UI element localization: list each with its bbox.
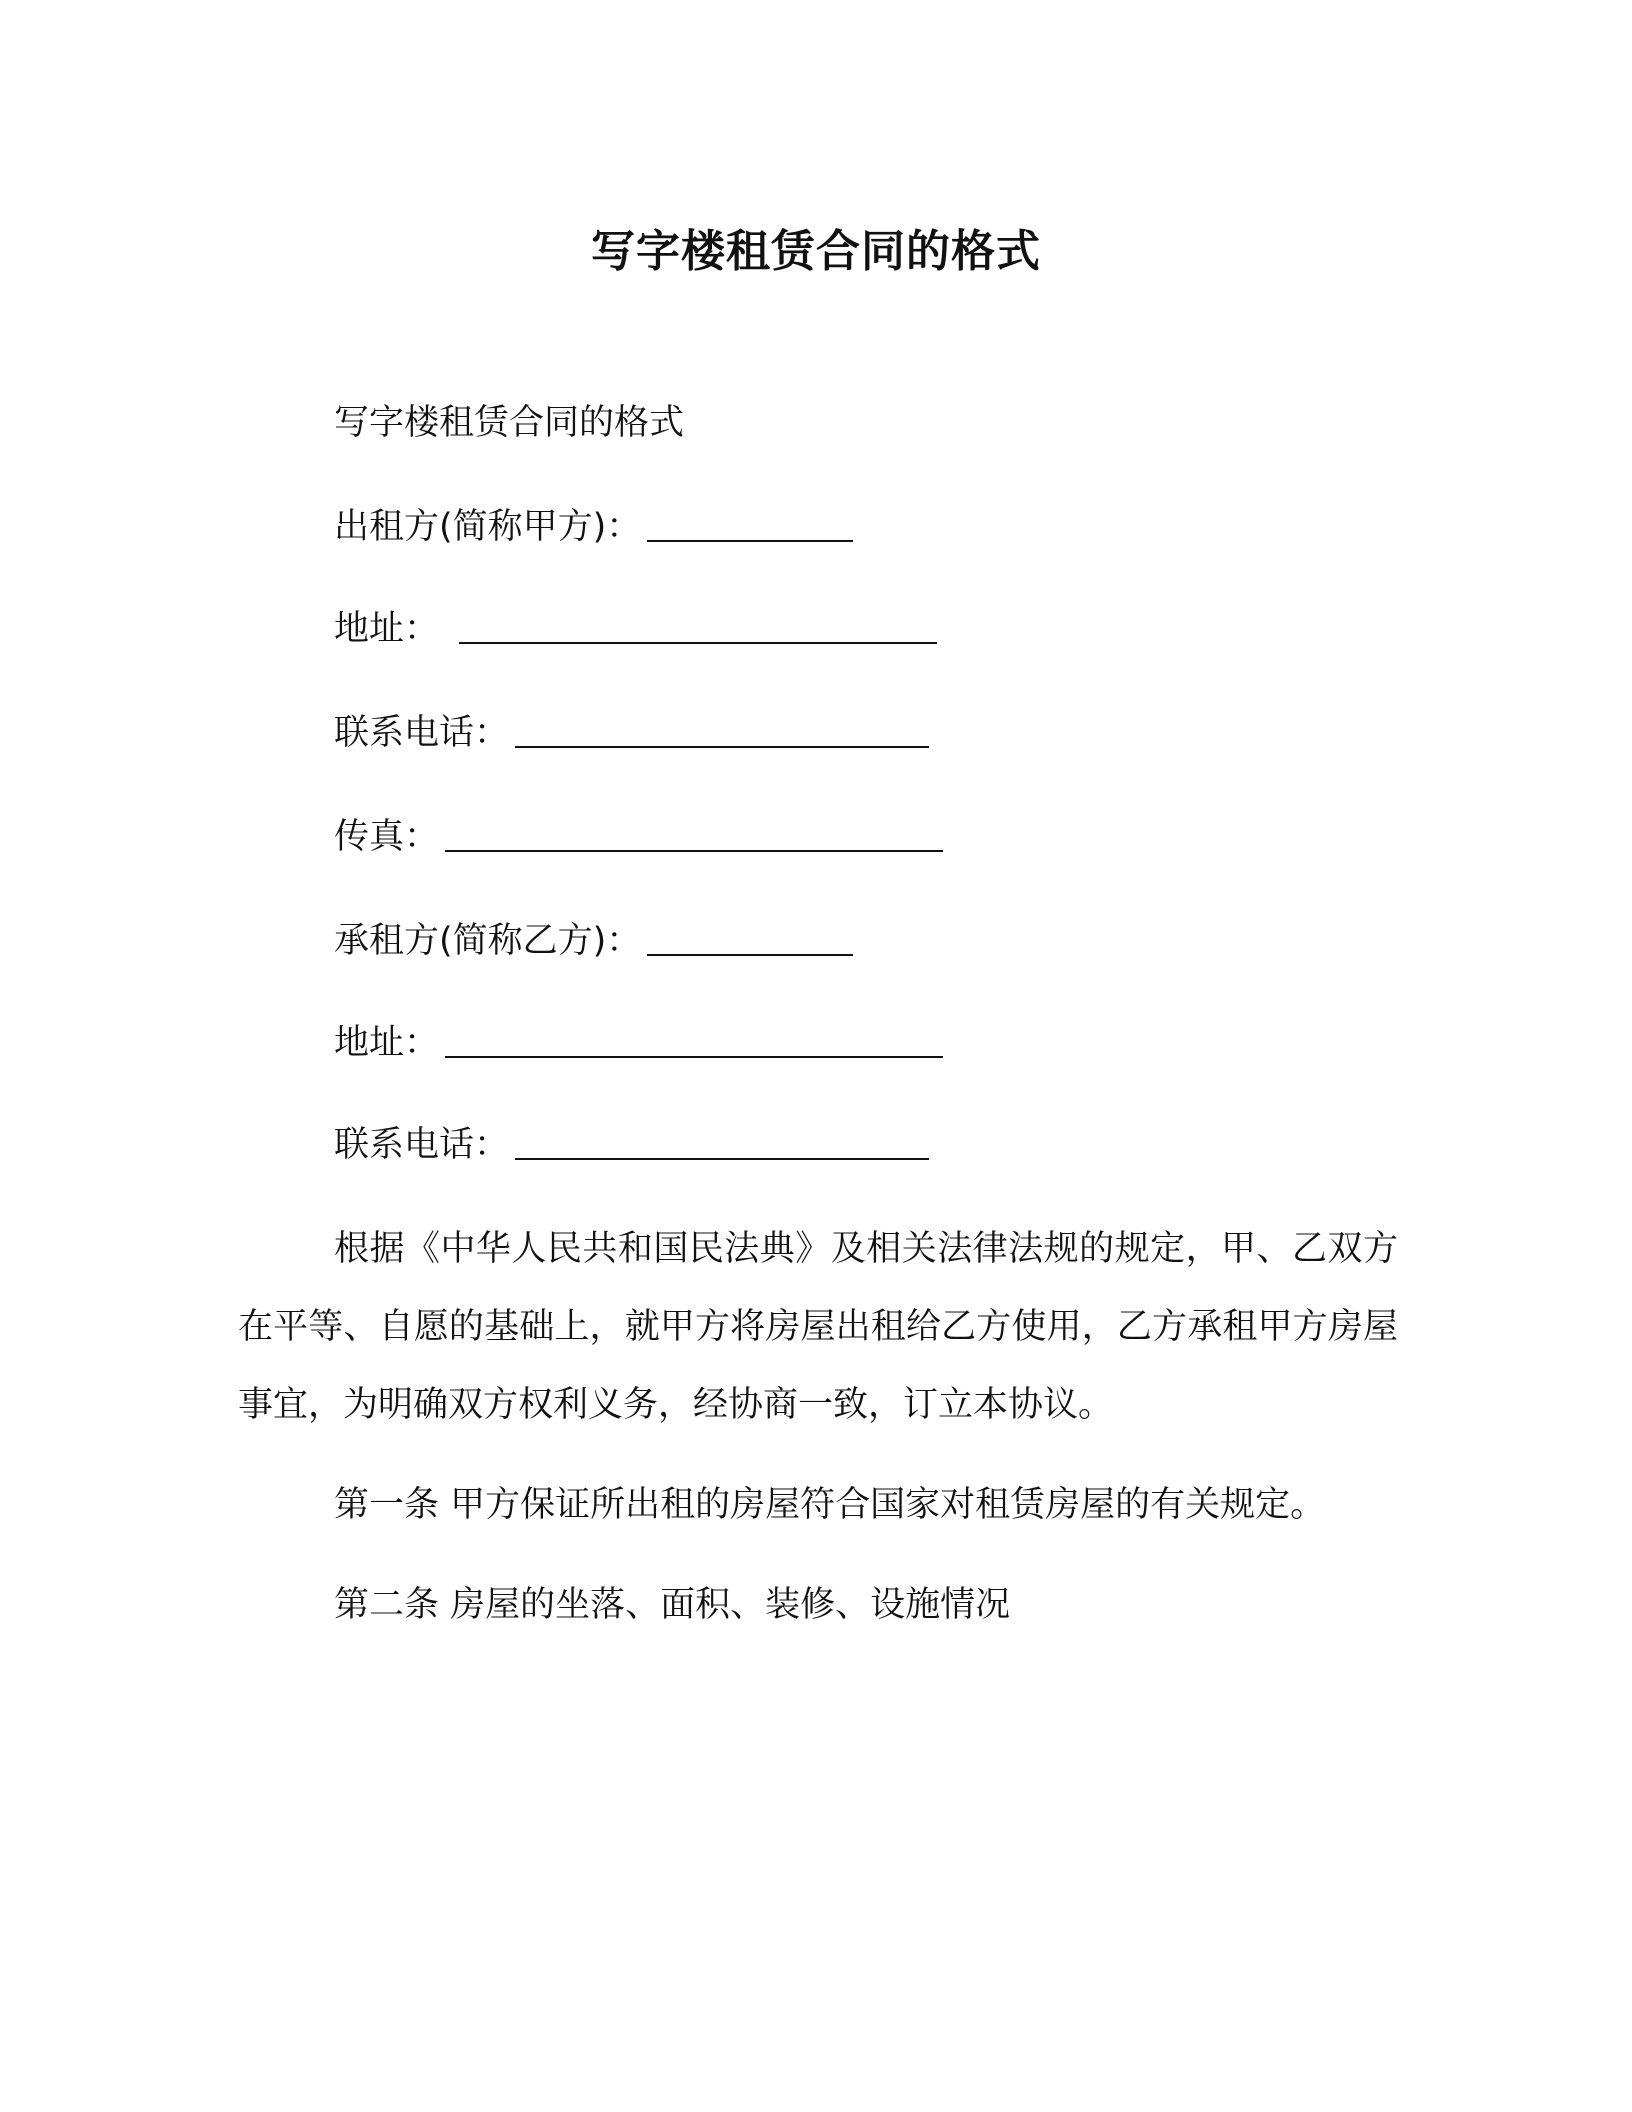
party-a-phone-blank[interactable] <box>515 716 929 748</box>
party-a-fax-label: 传真： <box>334 817 440 857</box>
article-1: 第一条 甲方保证所出租的房屋符合国家对租赁房屋的有关规定。 <box>334 1485 1326 1525</box>
party-b-address-row <box>334 1018 943 1068</box>
party-a-label: 出租方(简称甲方)： <box>334 507 642 547</box>
preamble-paragraph: 根据《中华人民共和国民法典》及相关法律法规的规定，甲、乙双方在平等、自愿的基础上，就甲方将房屋出租给乙方使用，乙方承租甲方房屋事宜，为明确双方权利义务，经协商一致，订立本协议。 <box>238 1229 1398 1425</box>
document-title: 写字楼租赁合同的格式 <box>591 226 1041 277</box>
party-b-phone-blank[interactable] <box>515 1128 929 1160</box>
party-b-address-label: 地址： <box>334 1023 440 1063</box>
party-b-row <box>334 916 853 966</box>
party-b-label: 承租方(简称乙方)： <box>334 921 642 961</box>
party-a-blank[interactable] <box>647 510 853 542</box>
party-b-phone-row <box>334 1120 929 1170</box>
party-a-row <box>334 502 853 552</box>
party-a-phone-label: 联系电话： <box>334 713 510 753</box>
party-b-address-blank[interactable] <box>445 1026 943 1058</box>
party-a-fax-blank[interactable] <box>445 820 943 852</box>
party-a-phone-row <box>334 708 929 758</box>
document-subtitle: 写字楼租赁合同的格式 <box>334 403 685 443</box>
party-a-address-label: 地址： <box>334 609 440 649</box>
article-2: 第二条 房屋的坐落、面积、装修、设施情况 <box>334 1585 1011 1625</box>
party-a-address-blank[interactable] <box>459 612 937 644</box>
party-a-address-row <box>334 604 937 654</box>
party-b-blank[interactable] <box>647 924 853 956</box>
party-a-fax-row <box>334 812 943 862</box>
party-b-phone-label: 联系电话： <box>334 1125 510 1165</box>
